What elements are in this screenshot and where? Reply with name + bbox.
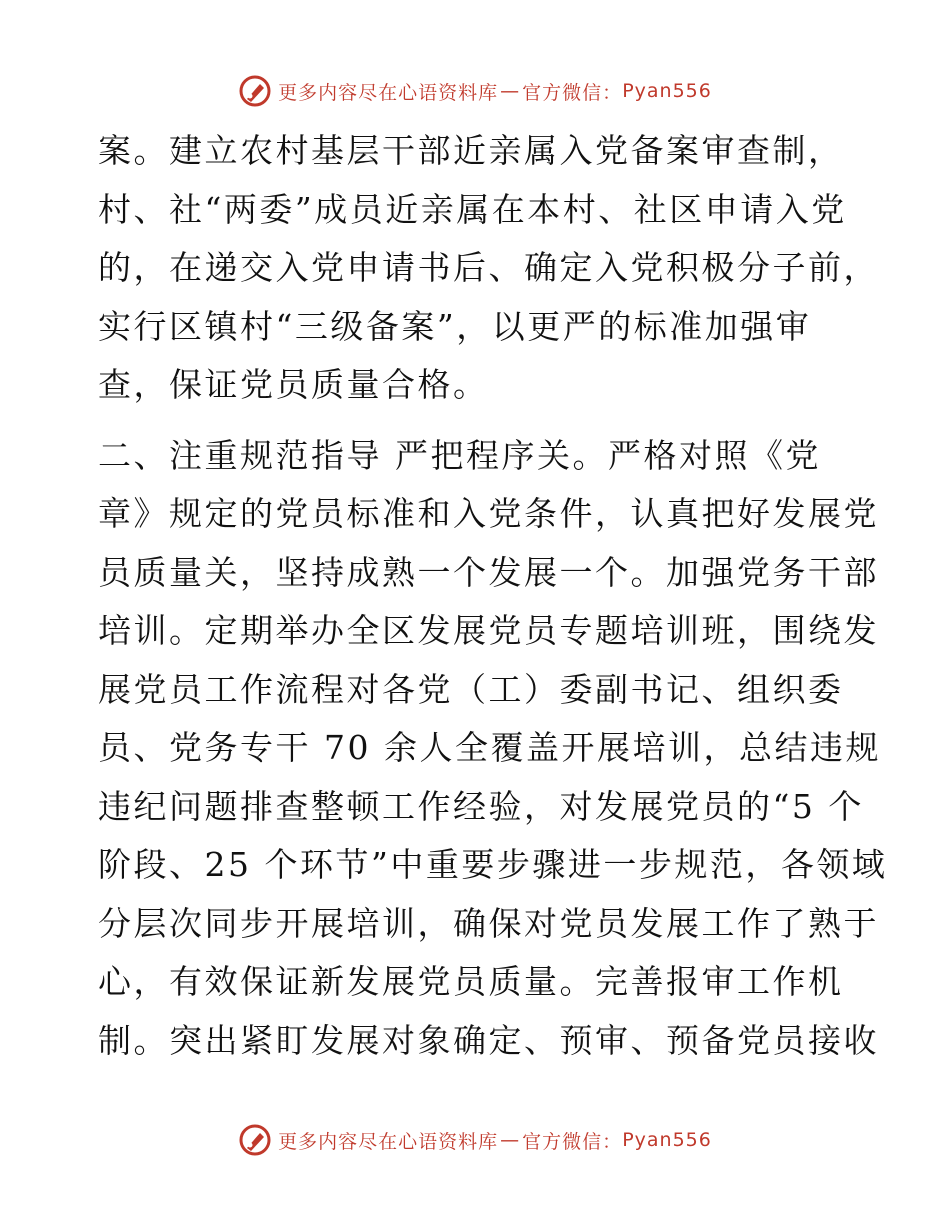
- watermark-separator: —: [500, 1129, 521, 1151]
- pen-logo-icon: [238, 1123, 272, 1157]
- watermark-text: 更多内容尽在心语资料库: [278, 81, 499, 104]
- watermark-header: [0, 71, 950, 111]
- text-line: 违纪问题排查整顿工作经验，对发展党员的“5 个: [98, 786, 864, 826]
- text-line: 案。建立农村基层干部近亲属入党备案审查制，: [98, 131, 844, 170]
- paragraph: [98, 427, 888, 1071]
- text-line: 员、党务专干 70 余人全覆盖开展培训，总结违规: [98, 728, 881, 767]
- watermark-separator: —: [500, 80, 521, 102]
- text-line: 二、注重规范指导 严把程序关。严格对照《党: [98, 435, 821, 475]
- watermark-account: Pyan556: [622, 80, 712, 102]
- text-line: 阶段、25 个环节”中重要步骤进一步规范，各领域: [98, 845, 888, 884]
- watermark-account-label: 官方微信：: [522, 1130, 623, 1153]
- paragraph: [98, 122, 879, 415]
- text-line: 查，保证党员质量合格。: [98, 365, 489, 404]
- watermark-footer: [0, 1120, 950, 1160]
- text-line: 制。突出紧盯发展对象确定、预审、预备党员接收: [98, 1020, 879, 1060]
- pen-logo-icon: [238, 74, 272, 108]
- watermark-text: 更多内容尽在心语资料库: [278, 1130, 499, 1153]
- text-line: 村、社“两委”成员近亲属在本村、社区申请入党: [98, 189, 847, 229]
- text-line: 的，在递交入党申请书后、确定入党积极分子前，: [98, 248, 879, 287]
- text-line: 章》规定的党员标准和入党条件，认真把好发展党: [98, 494, 879, 533]
- text-line: 实行区镇村“三级备案”，以更严的标准加强审: [98, 306, 812, 346]
- text-line: 培训。定期举办全区发展党员专题培训班，围绕发: [98, 611, 879, 650]
- text-line: 心，有效保证新发展党员质量。完善报审工作机: [98, 962, 844, 1001]
- watermark-account-label: 官方微信：: [522, 81, 623, 104]
- watermark-account: Pyan556: [622, 1129, 712, 1151]
- text-line: 员质量关，坚持成熟一个发展一个。加强党务干部: [98, 552, 879, 592]
- text-line: 展党员工作流程对各党（工）委副书记、组织委: [98, 669, 844, 709]
- text-line: 分层次同步开展培训，确保对党员发展工作了熟于: [98, 903, 879, 943]
- paragraph-gap: [98, 415, 858, 427]
- document-body: [98, 122, 888, 1070]
